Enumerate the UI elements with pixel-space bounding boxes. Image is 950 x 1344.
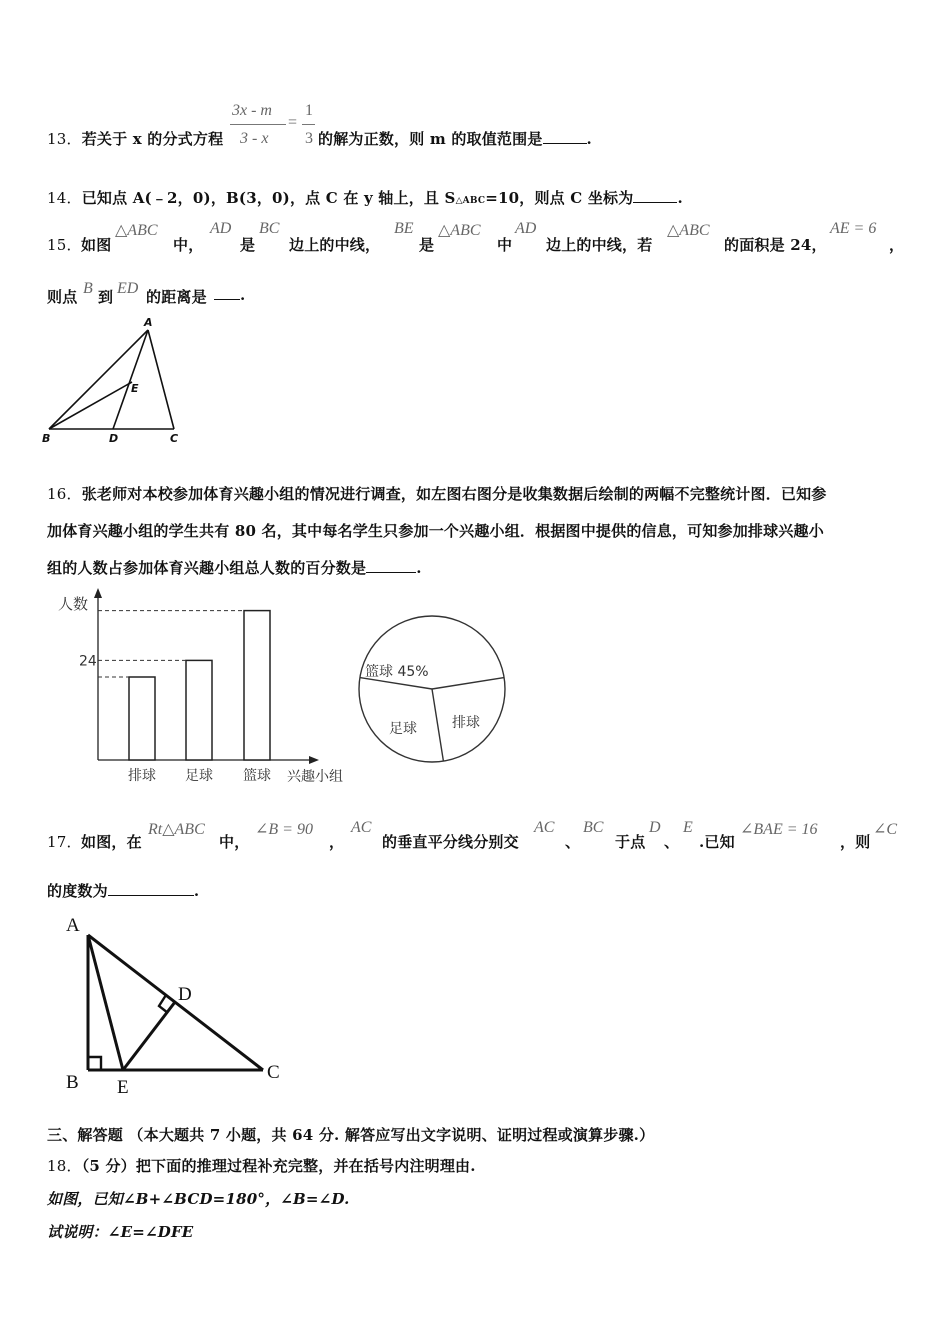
answer-blank <box>543 130 587 144</box>
right-angle-mark-d <box>159 995 168 1013</box>
bar-2 <box>186 660 212 760</box>
question-17-line-2: 的度数为 . <box>47 882 200 900</box>
question-number: 17． <box>47 833 82 851</box>
question-17-line-1: 17． 如图，在 Rt△ABC 中， ∠B = 90 ， AC 的垂直平分线分别交 AC 、 BC 于点 D 、 E .已知 ∠BAE = 16 ，则 ∠C <box>47 819 898 851</box>
label-d: D <box>178 984 192 1005</box>
q13-stem-tail: 的解为正数，则 m 的取值范围是 . <box>318 130 592 148</box>
answer-blank <box>214 286 240 300</box>
score: （5 分） <box>81 1157 136 1175</box>
label-a: A <box>144 316 153 329</box>
question-14: 14．已知点 A(﹣2，0)，B(3，0)，点 C 在 y 轴上，且 S△ABC=10，则点 C 坐标为 . <box>47 189 683 207</box>
q18-given: 如图，已知∠B+∠BCD=180°，∠B=∠D. <box>47 1190 350 1208</box>
q17-right-triangle-figure <box>60 910 300 1100</box>
question-15-line-1: 15． 如图 △ABC 中， AD 是 BC 边上的中线， BE 是 △ABC 中 AD 边上的中线，若 △ABC 的面积是 24， AE = 6 ， <box>47 220 905 254</box>
pie-slice-label-1: 篮球 45% <box>365 664 429 680</box>
segment-ae <box>88 935 123 1070</box>
q13-rhs-bar <box>302 124 315 125</box>
category-label-3: 篮球 <box>243 768 271 784</box>
label-e: E <box>117 1077 129 1098</box>
q13-stem: 若关于 x 的分式方程 <box>81 130 224 148</box>
x-axis-arrow <box>309 756 319 764</box>
label-a: A <box>66 915 80 936</box>
section-3-heading: 三、解答题 （本大题共 7 小题，共 64 分. 解答应写出文字说明、证明过程或演算步骤.） <box>47 1126 655 1144</box>
answer-blank <box>366 559 416 573</box>
question-18: 18．（5 分）把下面的推理过程补充完整，并在括号内注明理由. 如图，已知∠B+∠BCD=180°，∠B=∠D. 试说明：∠E=∠DFE <box>47 1150 476 1249</box>
answer-blank <box>633 189 677 203</box>
triangle-subscript: △ABC <box>455 196 486 206</box>
right-angle-mark-b <box>88 1057 101 1070</box>
q13-rhs-denominator: 3 <box>305 130 313 147</box>
question-number: 18． <box>47 1157 82 1175</box>
bar-1 <box>129 677 155 760</box>
y-tick-label: 24 <box>79 653 97 670</box>
interest-group-bar-chart <box>55 588 365 788</box>
bar-3 <box>244 611 270 760</box>
q15-triangle-figure <box>40 312 200 447</box>
pie-slice-label-3: 足球 <box>389 721 417 737</box>
segment-ac <box>148 330 174 429</box>
q13-lhs-bar <box>230 124 286 125</box>
q13-rhs-numerator: 1 <box>305 102 313 119</box>
pie-slice-label-2: 排球 <box>452 715 480 731</box>
q13-fraction-equation <box>228 100 318 152</box>
label-d: D <box>109 432 119 445</box>
x-axis-label: 兴趣小组 <box>287 769 343 785</box>
question-13 <box>47 128 223 149</box>
segment-ab <box>49 330 148 429</box>
question-number: 16． <box>47 485 82 503</box>
question-number: 13． <box>47 130 82 148</box>
question-number: 15． <box>47 236 82 254</box>
category-label-1: 排球 <box>128 768 156 784</box>
y-axis-label: 人数 <box>58 595 89 613</box>
q13-lhs-numerator: 3x - m <box>232 102 272 119</box>
interest-group-pie-chart <box>355 610 510 770</box>
question-16: 16．张老师对本校参加体育兴趣小组的情况进行调查，如左图右图分是收集数据后绘制的两幅不完整统计图．已知参 加体育兴趣小组的学生共有 80 名，其中每名学生只参加一个兴趣小组．根据图中提供的信息，可知参加排球兴趣小 组的人数占参加体育兴趣小组总人数的百分数是 . <box>47 485 827 577</box>
answer-blank <box>108 882 194 896</box>
question-number: 14． <box>47 189 82 207</box>
q13-equals: = <box>288 114 298 131</box>
segment-be <box>49 382 132 429</box>
label-e: E <box>131 382 139 395</box>
q18-prove: 试说明：∠E=∠DFE <box>47 1223 194 1241</box>
segment-ad <box>113 330 148 429</box>
question-15-line-2: 则点 B 到 ED 的距离是 . <box>47 280 246 306</box>
label-b: B <box>42 432 51 445</box>
category-label-2: 足球 <box>185 768 213 784</box>
label-c: C <box>267 1062 280 1083</box>
q13-lhs-denominator: 3 - x <box>240 130 269 147</box>
y-axis-arrow <box>94 588 102 598</box>
label-b: B <box>66 1072 79 1093</box>
label-c: C <box>170 432 179 445</box>
